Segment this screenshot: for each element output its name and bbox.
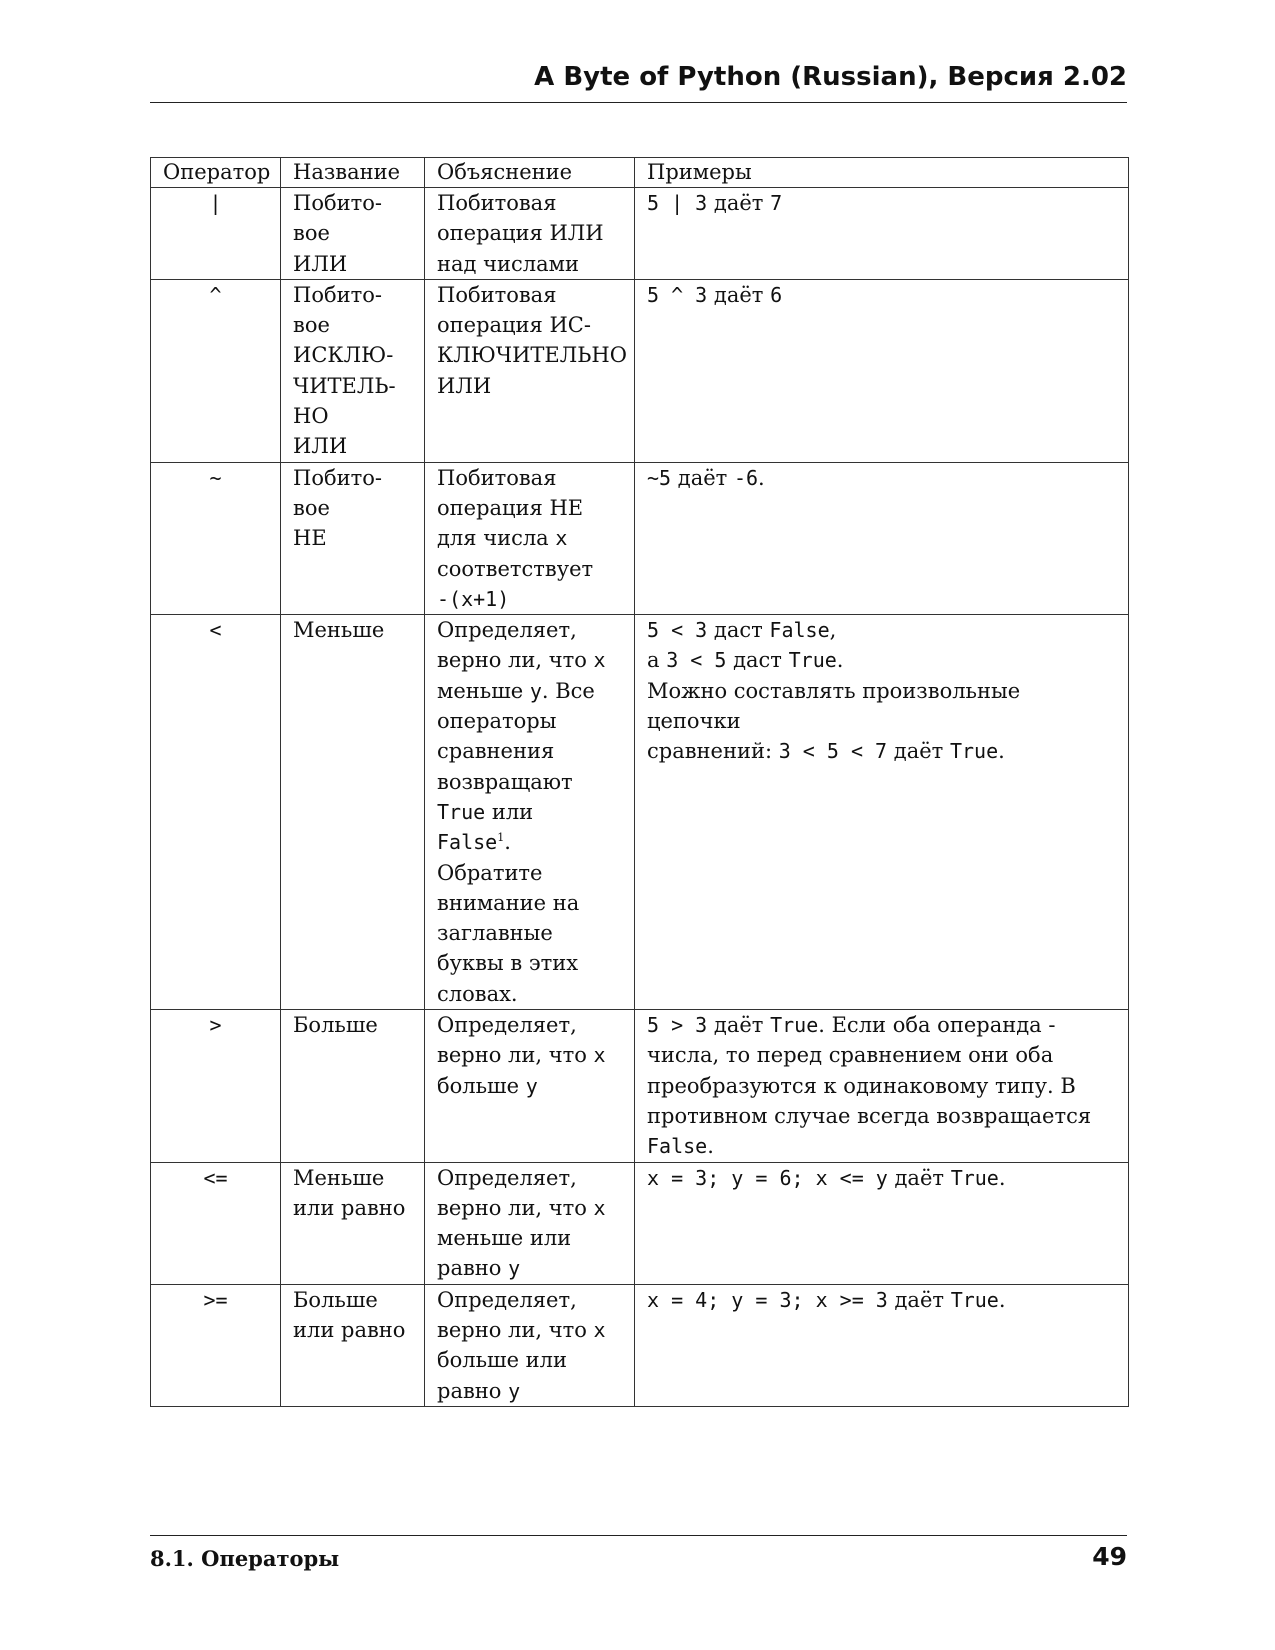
code-fragment: 3 < 5 bbox=[666, 648, 727, 673]
examples-cell bbox=[635, 279, 1129, 462]
text-fragment: Побитовая операция ИЛИ над числами bbox=[437, 191, 604, 276]
examples-cell bbox=[635, 615, 1129, 1010]
code-fragment: True bbox=[770, 1013, 819, 1038]
explanation-cell bbox=[425, 1010, 635, 1162]
code-fragment: 6 bbox=[770, 282, 783, 307]
table-row bbox=[151, 279, 1129, 462]
code-fragment: x bbox=[593, 648, 606, 673]
text-fragment: или bbox=[491, 799, 534, 824]
column-header-explanation: Объяснение bbox=[425, 158, 635, 188]
explanation-cell bbox=[425, 615, 635, 1010]
text-fragment: больше или равно bbox=[437, 1348, 568, 1403]
text-fragment: . bbox=[707, 1134, 714, 1159]
text-fragment: даёт bbox=[887, 1287, 951, 1312]
text-fragment: . bbox=[758, 465, 765, 490]
text-fragment: Определяет, верно ли, что bbox=[437, 1287, 587, 1342]
footnote-marker: 1 bbox=[497, 831, 505, 845]
text-fragment: больше bbox=[437, 1073, 520, 1098]
code-fragment: x bbox=[593, 1317, 606, 1342]
operators-table bbox=[150, 157, 1129, 1407]
operator-cell: <= bbox=[151, 1162, 281, 1284]
text-fragment: . bbox=[998, 1165, 1006, 1190]
operator-cell: > bbox=[151, 1010, 281, 1162]
text-fragment: , а bbox=[647, 618, 837, 673]
table-row bbox=[151, 1010, 1129, 1162]
column-header-operator: Оператор bbox=[151, 158, 281, 188]
explanation-cell bbox=[425, 1284, 635, 1406]
operator-name-cell: Побито- вое ИЛИ bbox=[281, 188, 425, 280]
code-fragment: False bbox=[647, 1134, 708, 1159]
code-fragment: 5 | 3 bbox=[647, 191, 708, 215]
code-fragment: y bbox=[508, 1378, 521, 1403]
text-fragment: . Можно составлять произвольные цепочки сравнений: bbox=[647, 648, 1021, 764]
explanation-cell bbox=[425, 279, 635, 462]
text-fragment: даёт bbox=[707, 282, 771, 307]
text-fragment: даст bbox=[726, 648, 789, 673]
text-fragment: даёт bbox=[887, 1165, 951, 1190]
text-fragment: даёт bbox=[707, 1013, 771, 1038]
text-fragment: Определяет, верно ли, что bbox=[437, 618, 587, 673]
examples-cell bbox=[635, 1284, 1129, 1406]
operator-cell: ~ bbox=[151, 462, 281, 614]
code-fragment: ~5 bbox=[647, 465, 672, 490]
code-fragment: True bbox=[437, 799, 486, 824]
code-fragment: 3 < 5 < 7 bbox=[778, 739, 888, 764]
operator-cell: | bbox=[151, 188, 281, 280]
table-row bbox=[151, 615, 1129, 1010]
text-fragment: меньше или равно bbox=[437, 1226, 572, 1281]
text-fragment: Определяет, верно ли, что bbox=[437, 1165, 587, 1220]
examples-cell bbox=[635, 1162, 1129, 1284]
code-fragment: x bbox=[593, 1043, 606, 1068]
footer-section-title: 8.1. Операторы bbox=[150, 1546, 340, 1571]
text-fragment: даёт bbox=[887, 739, 950, 764]
code-fragment: False bbox=[437, 830, 498, 855]
operator-cell: ^ bbox=[151, 279, 281, 462]
code-fragment: True bbox=[950, 1287, 999, 1312]
code-fragment: True bbox=[788, 648, 837, 673]
text-fragment: соответствует bbox=[437, 556, 594, 581]
page-number: 49 bbox=[1092, 1542, 1127, 1571]
code-fragment: 5 ^ 3 bbox=[647, 282, 708, 307]
operator-cell: < bbox=[151, 615, 281, 1010]
code-fragment: True bbox=[950, 1165, 999, 1190]
text-fragment: даст bbox=[707, 618, 770, 643]
code-fragment: True bbox=[949, 739, 999, 764]
operator-cell: >= bbox=[151, 1284, 281, 1406]
code-fragment: -(x+1) bbox=[437, 586, 510, 611]
table-row bbox=[151, 188, 1129, 280]
text-fragment: . Обратите внимание на заглавные буквы в этих словах. bbox=[437, 830, 580, 1006]
text-fragment: Побитовая операция НЕ для числа bbox=[437, 465, 584, 551]
text-fragment: . bbox=[998, 1287, 1006, 1312]
explanation-cell bbox=[425, 462, 635, 614]
text-fragment: . bbox=[998, 739, 1005, 764]
code-fragment: 7 bbox=[770, 191, 783, 215]
code-fragment: y bbox=[529, 678, 542, 703]
code-fragment: 5 > 3 bbox=[647, 1013, 708, 1038]
text-fragment: даёт bbox=[671, 465, 734, 490]
text-fragment: . Если оба операнда - числа, то перед сравнением они оба преобразуются к одинаковому типу. В противном случае всегда возвращается bbox=[647, 1013, 1092, 1128]
text-fragment: даёт bbox=[707, 191, 771, 215]
text-fragment: Побитовая операция ИС- КЛЮЧИТЕЛЬНО ИЛИ bbox=[437, 282, 627, 398]
code-fragment: x = 3; y = 6; x <= y bbox=[647, 1165, 888, 1190]
table-row bbox=[151, 1162, 1129, 1284]
running-header bbox=[150, 64, 1127, 103]
operator-name-cell: Побито- вое ИСКЛЮ- ЧИТЕЛЬ- НО ИЛИ bbox=[281, 279, 425, 462]
table-row bbox=[151, 462, 1129, 614]
table-header-row bbox=[151, 158, 1129, 188]
table-body bbox=[151, 188, 1129, 1407]
examples-cell bbox=[635, 188, 1129, 280]
code-fragment: False bbox=[769, 618, 830, 643]
operator-name-cell: Больше bbox=[281, 1010, 425, 1162]
code-fragment: 5 < 3 bbox=[647, 618, 708, 643]
explanation-cell bbox=[425, 1162, 635, 1284]
code-fragment: x = 4; y = 3; x >= 3 bbox=[647, 1287, 888, 1312]
operator-name-cell: Больше или равно bbox=[281, 1284, 425, 1406]
code-fragment: x bbox=[593, 1195, 606, 1220]
text-fragment: меньше bbox=[437, 678, 524, 703]
examples-cell bbox=[635, 1010, 1129, 1162]
column-header-name: Название bbox=[281, 158, 425, 188]
examples-cell bbox=[635, 462, 1129, 614]
operator-name-cell: Меньше bbox=[281, 615, 425, 1010]
code-fragment: x bbox=[555, 526, 568, 551]
running-title: A Byte of Python (Russian), Версия 2.02 bbox=[534, 62, 1127, 92]
explanation-cell bbox=[425, 188, 635, 280]
operator-name-cell: Побито- вое НЕ bbox=[281, 462, 425, 614]
operator-name-cell: Меньше или равно bbox=[281, 1162, 425, 1284]
page-footer bbox=[150, 1535, 1127, 1571]
column-header-examples: Примеры bbox=[635, 158, 1129, 188]
table-row bbox=[151, 1284, 1129, 1406]
text-fragment: Определяет, верно ли, что bbox=[437, 1013, 587, 1068]
code-fragment: y bbox=[508, 1256, 521, 1281]
code-fragment: -6 bbox=[733, 465, 759, 490]
code-fragment: y bbox=[525, 1073, 538, 1098]
text-fragment: . Все операторы сравнения возвращают bbox=[437, 678, 595, 794]
